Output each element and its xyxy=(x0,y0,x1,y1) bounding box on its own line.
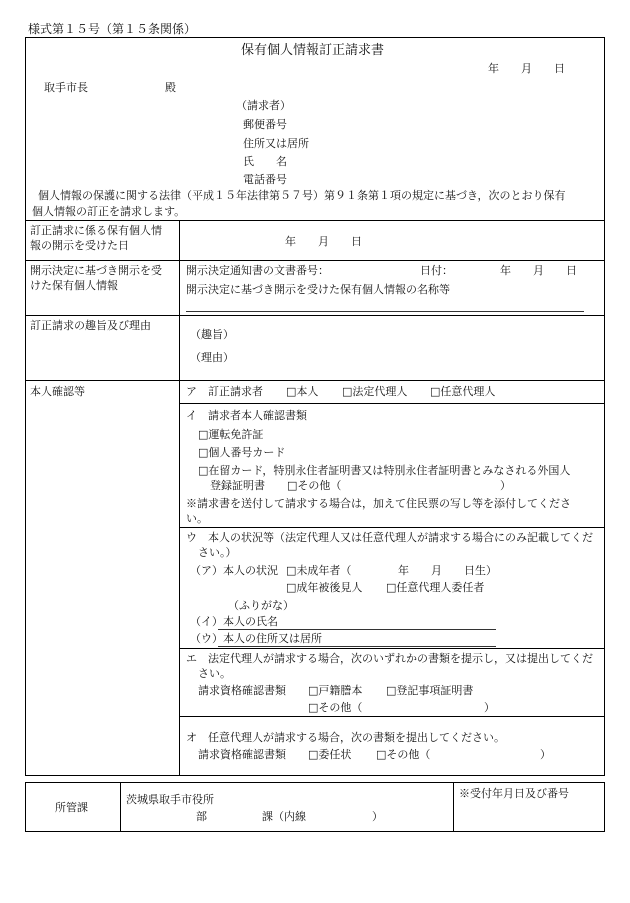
checkbox-adult-ward[interactable]: □成年被後見人 xyxy=(286,581,363,594)
furigana-label: （ふりがな） xyxy=(228,599,294,612)
row2-date: 年 月 日 xyxy=(500,264,577,277)
mail-note-line-1: ※請求書を送付して請求する場合は，加えて住民票の写し等を添付してくださ xyxy=(186,497,571,510)
checkbox-voluntary-other[interactable]: □その他（ xyxy=(376,748,431,761)
row2-label-line-2: けた保有個人情報 xyxy=(30,279,118,292)
legal-docs-label: 請求資格確認書類 xyxy=(198,684,286,697)
row1-date: 年 月 日 xyxy=(285,235,362,248)
row1-top-line xyxy=(26,220,604,221)
identity-u-bottom-line xyxy=(180,648,604,649)
identity-u-heading-line-2: さい。） xyxy=(198,546,237,559)
principal-name-underline xyxy=(218,629,496,630)
intro-line-2: 個人情報の訂正を請求します。 xyxy=(32,205,186,218)
identity-a-heading: ア 訂正請求者 xyxy=(186,385,263,398)
checkbox-registry-certificate[interactable]: □登記事項証明書 xyxy=(386,684,474,697)
checkbox-delegator[interactable]: □任意代理人委任者 xyxy=(386,581,485,594)
row2-doc-number-label: 開示決定通知書の文書番号： xyxy=(186,264,329,277)
row2-date-label: 日付： xyxy=(420,264,453,277)
footer-divider-2 xyxy=(453,782,454,832)
checkbox-power-of-attorney[interactable]: □委任状 xyxy=(308,748,352,761)
row1-label-line-1: 訂正請求に係る保有個人情 xyxy=(30,224,162,237)
requester-address-label: 住所又は居所 xyxy=(243,137,309,150)
principal-address-label: （ウ）本人の住所又は居所 xyxy=(190,632,322,645)
date-line: 年 月 日 xyxy=(488,62,565,75)
checkbox-residence-card[interactable]: □在留カード，特別永住者証明書又は特別永住者証明書とみなされる外国人 xyxy=(198,464,571,477)
checkbox-minor[interactable]: □未成年者（ xyxy=(286,564,352,577)
row1-label-line-2: 報の開示を受けた日 xyxy=(30,239,129,252)
form-title: 保有個人情報訂正請求書 xyxy=(241,43,385,58)
identity-i-heading: イ 請求者本人確認書類 xyxy=(186,409,307,422)
row2-name-label: 開示決定に基づき開示を受けた保有個人情報の名称等 xyxy=(186,283,450,296)
identity-o-heading: オ 任意代理人が請求する場合，次の書類を提出してください。 xyxy=(186,731,505,744)
addressee: 取手市長 殿 xyxy=(44,81,176,94)
office-name: 茨城県取手市役所 xyxy=(126,793,214,806)
identity-e-bottom-line xyxy=(180,716,604,717)
mail-note-line-2: い。 xyxy=(186,512,208,525)
identity-e-heading-line-1: エ 法定代理人が請求する場合，次のいずれかの書類を提示し，又は提出してくだ xyxy=(186,652,593,665)
row2-label-line-1: 開示決定に基づき開示を受 xyxy=(30,264,162,277)
row3-purpose: （趣旨） xyxy=(190,328,234,341)
requester-postal-label: 郵便番号 xyxy=(243,118,287,131)
other-close-paren: ） xyxy=(500,479,511,492)
requester-heading: （請求者） xyxy=(236,99,291,112)
voluntary-other-close: ） xyxy=(540,748,551,761)
checkbox-legal-other[interactable]: □その他（ xyxy=(308,701,363,714)
department-label: 所管課 xyxy=(55,801,88,814)
intro-line-1: 個人情報の保護に関する法律（平成１５年法律第５７号）第９１条第１項の規定に基づき，次のとおり保有 xyxy=(38,189,566,202)
row4-top-line xyxy=(26,380,604,381)
checkbox-voluntary-agent[interactable]: □任意代理人 xyxy=(430,385,496,398)
identity-i-bottom-line xyxy=(180,527,604,528)
row2-name-underline xyxy=(186,311,584,312)
row3-reason: （理由） xyxy=(190,351,234,364)
label-column-divider xyxy=(179,220,180,775)
requester-name-label: 氏 名 xyxy=(243,155,287,168)
requester-phone-label: 電話番号 xyxy=(243,173,287,186)
principal-address-underline xyxy=(218,646,496,647)
identity-u-heading-line-1: ウ 本人の状況等（法定代理人又は任意代理人が請求する場合にのみ記載してくだ xyxy=(186,531,593,544)
identity-label: 本人確認等 xyxy=(30,385,85,398)
voluntary-docs-label: 請求資格確認書類 xyxy=(198,748,286,761)
checkbox-family-register[interactable]: □戸籍謄本 xyxy=(308,684,363,697)
footer-divider-1 xyxy=(120,782,121,832)
minor-birthdate: 年 月 日生） xyxy=(398,564,497,577)
principal-name-label: （イ）本人の氏名 xyxy=(190,615,278,628)
checkbox-legal-agent[interactable]: □法定代理人 xyxy=(342,385,408,398)
principal-status-label: （ア）本人の状況 xyxy=(190,564,278,577)
row3-top-line xyxy=(26,315,604,316)
legal-other-close: ） xyxy=(484,701,495,714)
checkbox-self[interactable]: □本人 xyxy=(286,385,319,398)
form-number: 様式第１５号（第１５条関係） xyxy=(28,22,197,36)
identity-e-heading-line-2: さい。 xyxy=(198,667,231,680)
checkbox-my-number-card[interactable]: □個人番号カード xyxy=(198,446,286,459)
identity-a-bottom-line xyxy=(180,403,604,404)
receipt-label: ※受付年月日及び番号 xyxy=(459,787,569,800)
residence-card-line-2[interactable]: 登録証明書 □その他（ xyxy=(210,479,342,492)
department-line: 部 課（内線 ） xyxy=(196,810,383,823)
row3-label: 訂正請求の趣旨及び理由 xyxy=(30,319,151,332)
row2-top-line xyxy=(26,260,604,261)
checkbox-drivers-license[interactable]: □運転免許証 xyxy=(198,428,264,441)
